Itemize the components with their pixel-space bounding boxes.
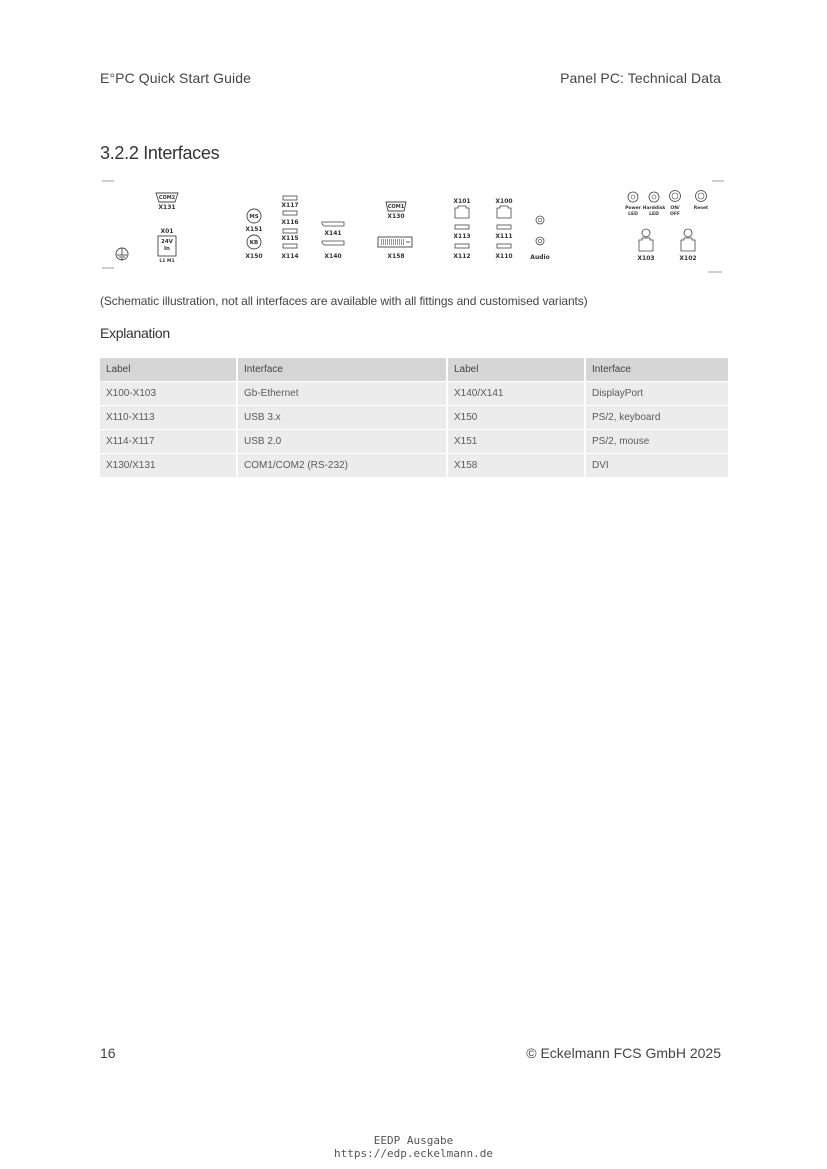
x130-label: X130 xyxy=(387,213,405,220)
table-cell: X114-X117 xyxy=(100,430,238,453)
table-header-row xyxy=(100,358,728,381)
kb-label: KB xyxy=(249,240,259,246)
column-header: Label xyxy=(100,358,238,381)
x100-label: X100 xyxy=(495,198,513,205)
audio-jack-icon xyxy=(536,237,544,245)
com2-label: COM2 xyxy=(158,195,176,201)
table-cell: COM1/COM2 (RS-232) xyxy=(238,454,448,477)
x101-label: X101 xyxy=(453,198,471,205)
header-title: E°PC Quick Start Guide xyxy=(100,70,251,86)
ms-label: MS xyxy=(249,214,259,220)
table-cell: X158 xyxy=(448,454,586,477)
table-cell: USB 3.x xyxy=(238,406,448,429)
x158-label: X158 xyxy=(387,253,405,260)
audio-label: Audio xyxy=(530,254,550,261)
status-led-icon xyxy=(684,229,692,237)
status-led-icon xyxy=(642,229,650,237)
x102-label: X102 xyxy=(679,255,697,262)
displayport-icon xyxy=(322,222,344,226)
table-cell: USB 2.0 xyxy=(238,430,448,453)
table-cell: X110-X113 xyxy=(100,406,238,429)
harddisk-label: Harddisk xyxy=(642,206,666,211)
in-label: In xyxy=(164,246,170,252)
x110-label: X110 xyxy=(495,253,513,260)
header-chapter: Panel PC: Technical Data xyxy=(560,70,721,86)
page-number: 16 xyxy=(100,1045,116,1061)
table-row xyxy=(100,454,728,477)
table-cell: PS/2, mouse xyxy=(586,430,728,453)
x115-label: X115 xyxy=(281,235,299,242)
explanation-heading: Explanation xyxy=(100,325,170,341)
table-cell: X130/X131 xyxy=(100,454,238,477)
table-cell: DVI xyxy=(586,454,728,477)
usb-port-icon xyxy=(283,211,297,215)
interfaces-diagram xyxy=(100,178,728,276)
x114-label: X114 xyxy=(281,253,299,260)
x151-label: X151 xyxy=(245,226,263,233)
x131-label: X131 xyxy=(158,204,176,211)
on-label: ON/ xyxy=(670,206,680,211)
edition-url: https://edp.eckelmann.de xyxy=(334,1147,493,1160)
usb-port-icon xyxy=(497,225,511,229)
table-row xyxy=(100,406,728,429)
copyright: © Eckelmann FCS GmbH 2025 xyxy=(526,1045,721,1061)
x150-label: X150 xyxy=(245,253,263,260)
ethernet-port-icon xyxy=(497,206,511,218)
x140-label: X140 xyxy=(324,253,342,260)
ethernet-port-icon xyxy=(455,206,469,218)
x141-label: X141 xyxy=(324,230,342,237)
harddisk-led-label: LED xyxy=(649,212,659,217)
on-off-button-icon xyxy=(670,191,681,202)
x112-label: X112 xyxy=(453,253,471,260)
24v-label: 24V xyxy=(161,239,173,245)
interfaces-table xyxy=(100,357,728,478)
table-cell: X140/X141 xyxy=(448,382,586,405)
x113-label: X113 xyxy=(453,233,471,240)
x116-label: X116 xyxy=(281,219,299,226)
diagram-caption: (Schematic illustration, not all interfaces are available with all fittings and customised variants) xyxy=(100,294,588,308)
table-cell: DisplayPort xyxy=(586,382,728,405)
section-title: 3.2.2 Interfaces xyxy=(100,143,220,163)
table-row xyxy=(100,430,728,453)
reset-button-icon xyxy=(696,191,707,202)
column-header: Interface xyxy=(586,358,728,381)
power-led-icon xyxy=(628,192,638,202)
table-row xyxy=(100,382,728,405)
usb-port-icon xyxy=(497,244,511,248)
usb-port-icon xyxy=(283,196,297,200)
ground-icon xyxy=(116,248,128,260)
x117-label: X117 xyxy=(281,202,299,209)
x111-label: X111 xyxy=(495,233,513,240)
audio-jack-icon xyxy=(536,216,544,224)
table-cell: PS/2, keyboard xyxy=(586,406,728,429)
column-header: Label xyxy=(448,358,586,381)
power-label: Power xyxy=(625,206,641,211)
harddisk-led-icon xyxy=(649,192,659,202)
off-label: OFF xyxy=(670,212,680,217)
usb-port-icon xyxy=(455,244,469,248)
x01-label: X01 xyxy=(160,228,174,235)
table-cell: X150 xyxy=(448,406,586,429)
usb-port-icon xyxy=(455,225,469,229)
com1-label: COM1 xyxy=(387,204,405,210)
usb-port-icon xyxy=(283,229,297,233)
table-cell: X100-X103 xyxy=(100,382,238,405)
reset-label: Reset xyxy=(693,206,709,211)
edition-stamp: EEDP Ausgabe xyxy=(373,1134,454,1147)
power-led-label: LED xyxy=(628,212,638,217)
column-header: Interface xyxy=(238,358,448,381)
table-cell: X151 xyxy=(448,430,586,453)
dvi-port-icon xyxy=(378,237,412,247)
x103-label: X103 xyxy=(637,255,655,262)
l1m1-label: L1 M1 xyxy=(159,259,175,264)
usb-port-icon xyxy=(283,244,297,248)
ethernet-port-icon xyxy=(639,238,653,251)
table-cell: Gb-Ethernet xyxy=(238,382,448,405)
displayport-icon xyxy=(322,241,344,245)
ethernet-port-icon xyxy=(681,238,695,251)
